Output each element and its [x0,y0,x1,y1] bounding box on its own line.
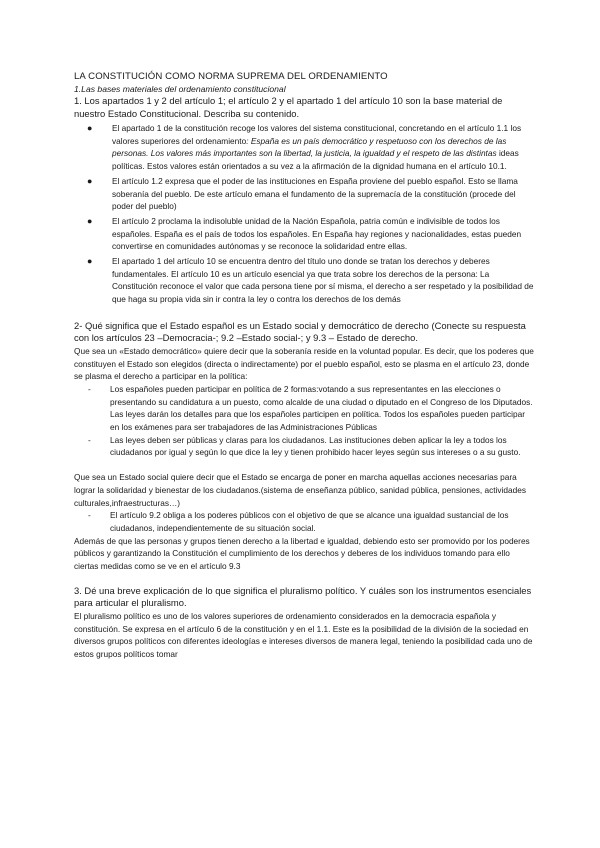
question-2-social: Que sea un Estado social quiere decir que el Estado se encarga de poner en marcha aquellas acciones necesarias para lograr la solidaridad y bienestar de los ciudadanos.(sistema de enseñanza público, sanidad pública, pensiones, actividades culturales,infraestructuras…) [74,472,527,508]
bullet-icon: ● [87,256,93,267]
question-1-bullets [74,122,534,306]
document-title: LA CONSTITUCIÓN COMO NORMA SUPREMA DEL ORDENAMIENTO [74,71,388,82]
list-item: ● El apartado 1 del artículo 10 se encuentra dentro del título uno donde se tratan los derechos y deberes fundamentales. El artículo 10 es un artículo esencial ya que trata sobre los derechos de la persona: La Constitución reconoce el valor que cada persona tiene por sí misma, el derecho a ser respetado y la posibilidad de que haga su propia vida sin ir contra la ley o contra los derechos de los demás [87,256,534,305]
bullet-icon: ● [87,215,93,226]
question-3: 3. Dé una breve explicación de lo que significa el pluralismo político. Y cuáles son los instrumentos esenciales para articular el pluralismo. [74,584,532,609]
dash-icon: - [88,434,91,445]
document-page [74,70,534,661]
question-2-dash-list [74,383,534,459]
list-item: - Las leyes deben ser públicas y claras para los ciudadanos. Las instituciones deben aplicar la ley a todos los ciudadanos por igual y según lo que dice la ley y tienen prohibido hacer leyes según sus intereses o a su gusto. [88,434,521,458]
list-item: - Los españoles pueden participar en política de 2 formas:votando a sus representantes en las elecciones o presentando su candidatura a un puesto, como alcalde de una ciudad o diputado en el Congreso de los Diputados. Las leyes darán los detalles para que los españoles participen en política. Todos los españoles pueden participar en los exámenes para ser trabajadores de las Administraciones Públicas [88,383,533,433]
question-1: 1. Los apartados 1 y 2 del artículo 1; el artículo 2 y el apartado 1 del artículo 10 son la base material de nuestro Estado Constitucional. Describa su contenido. [74,95,503,119]
bullet-icon: ● [87,123,93,133]
spacer [74,573,534,585]
list-item: ● El apartado 1 de la constitución recoge los valores del sistema constitucional, concretando en el artículo 1.1 los valores superiores del ordenamiento: España es un país democrático y respetuoso con los derechos de las personas. Los valores más importantes son la libertad, la justicia, la igualdad y el respeto de las distintas ideas políticas. Estos valores están orientados a su vez a la afirmación de la dignidad humana en el artículo 10.1. [87,123,522,172]
spacer [74,459,534,471]
question-2: 2- Qué significa que el Estado español es un Estado social y democrático de derecho (Conecte su respuesta con los artículos 23 –Democracia-; 9.2 –Estado social-; y 9.3 – Estado de derecho. [74,319,526,344]
dash-icon: - [88,383,91,394]
spacer [74,308,534,320]
list-item: - El artículo 9.2 obliga a los poderes públicos con el objetivo de que se alcance una igualdad sustancial de los ciudadanos, independientemente de su situación social. [88,510,509,533]
list-item: ● El artículo 2 proclama la indisoluble unidad de la Nación Española, patria común e indivisible de todos los españoles. España es el país de todos los españoles. En España hay regiones y nacionalidades, estas pueden convertirse en comunidades autónomas y se reconoce la solidaridad entre ellas. [87,215,522,252]
dash-icon: - [88,510,91,521]
question-3-text: El pluralismo político es uno de los valores superiores de ordenamiento considerados en la democracia española y constitución. Se expresa en el artículo 6 de la constitución y en el 1.1. Este es la posibilidad de la división de la sociedad en diversos grupos políticos con diferentes ideologías e intereses diversos de manera legal, teniendo la posibilidad cada uno de estos grupos políticos tomar [74,610,533,659]
list-item: ● El artículo 1.2 expresa que el poder de las instituciones en España proviene del pueblo español. Esto se llama soberanía del pueblo. De este artículo emana el fundamento de la supremacía de la constitución (procede del poder del pueblo) [87,175,518,212]
question-2-dash-list-2 [74,509,534,534]
bullet-icon: ● [87,175,93,186]
question-2-close: Además de que las personas y grupos tienen derecho a la libertad e igualdad, debiendo esto ser promovido por los poderes públicos y garantizando la Constitución el cumplimiento de los derechos y deberes de los individuos tomando para ello ciertas medidas como se ve en el artículo 9.3 [74,535,530,572]
section-subtitle: 1.Las bases materiales del ordenamiento constitucional [74,84,286,94]
question-2-intro: Que sea un «Estado democrático» quiere decir que la soberanía reside en la voluntad popular. Es decir, que los poderes que constituyen el Estado son elegidos (directa o indirectamente) por el pueblo español, esto se plasma en el artículo 23, donde se plasma el derecho a participar en la política: [74,345,534,382]
